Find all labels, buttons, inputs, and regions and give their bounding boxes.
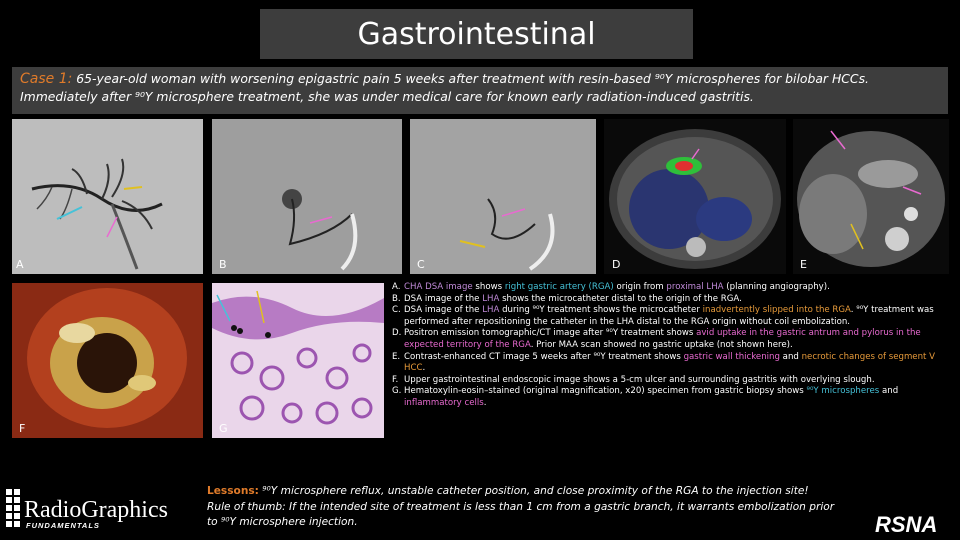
caption-highlight: proximal LHA [666, 282, 724, 292]
caption-segment: and [879, 386, 899, 397]
caption-item-g [392, 386, 942, 409]
caption-segment: . [483, 397, 487, 408]
caption-item-f [392, 375, 942, 387]
caption-highlight: ⁹⁰Y microspheres [806, 386, 880, 397]
caption-letter: C. [392, 305, 401, 316]
caption-item-c [392, 305, 942, 328]
caption-segment: Upper gastrointestinal endoscopic image shows a 5-cm ulcer and surrounding gastritis with overlying slough. [404, 374, 875, 385]
caption-segment: during ⁹⁰Y treatment shows the microcatheter [499, 305, 703, 316]
caption-text [404, 328, 942, 351]
angiogram-image-c [410, 119, 596, 274]
caption-item-d [392, 328, 942, 351]
rsna-logo [873, 511, 953, 535]
caption-segment: . [422, 363, 426, 374]
petct-image-d [604, 119, 786, 274]
panel-c-angiogram [410, 119, 596, 274]
panel-b-label: B [219, 258, 227, 271]
radiographics-wordmark: RadioGraphics [24, 497, 168, 523]
panel-d-label: D [612, 258, 621, 271]
panel-e-label: E [800, 258, 807, 271]
caption-segment: origin from [613, 282, 667, 292]
caption-highlight: LHA [482, 293, 500, 304]
radiographics-subtitle: FUNDAMENTALS [26, 521, 100, 530]
caption-segment: and [779, 351, 802, 362]
caption-highlight: necrotic changes of segment V HCC [404, 351, 936, 374]
lessons-box [207, 484, 847, 531]
caption-segment: Hematoxylin-eosin–stained (original magnification, x20) specimen from gastric biopsy shows [404, 386, 807, 397]
caption-segment: shows the microcatheter distal to the origin of the RGA. [499, 293, 742, 304]
caption-segment: DSA image of the [404, 305, 483, 316]
caption-item-a [392, 282, 942, 294]
caption-letter: A. [392, 282, 401, 292]
caption-highlight: CHA DSA image [404, 282, 473, 292]
caption-text [404, 294, 942, 306]
angiogram-image-b [212, 119, 402, 274]
caption-highlight: gastric wall thickening [683, 351, 780, 362]
caption-segment: DSA image of the [404, 293, 483, 304]
caption-letter: E. [392, 351, 401, 362]
caption-highlight: LHA [482, 305, 500, 316]
lessons-label: Lessons: [207, 485, 259, 497]
caption-item-e [392, 352, 942, 375]
caption-letter: B. [392, 293, 401, 304]
caption-text [404, 305, 942, 328]
panel-a-angiogram [12, 119, 203, 274]
caption-letter: G. [392, 386, 402, 397]
lessons-text-2: Rule of thumb: If the intended site of treatment is less than 1 cm from a gastric branch, it warrants embolization prior to ⁹⁰Y microsphere injection. [207, 500, 835, 529]
caption-text [404, 352, 942, 375]
caption-letter: F. [392, 374, 399, 385]
panel-e-ct [793, 119, 949, 274]
case-label: Case 1: [20, 71, 73, 87]
panel-c-label: C [417, 258, 425, 271]
panel-b-angiogram [212, 119, 402, 274]
caption-text [404, 282, 942, 294]
caption-segment: shows [472, 282, 505, 292]
lessons-text-1: ⁹⁰Y microsphere reflux, unstable catheter position, and close proximity of the RGA to the injection site! [258, 485, 809, 497]
angiogram-image-a [12, 119, 203, 274]
caption-highlight: inflammatory cells [404, 397, 484, 408]
caption-highlight: avid uptake in the gastric antrum and pylorus in the expected territory of the RGA [404, 328, 921, 350]
case-description [12, 67, 948, 114]
panel-g-label: G [219, 422, 228, 435]
ct-image-e [793, 119, 949, 274]
rsna-wordmark: RSNA [875, 512, 938, 535]
caption-highlight: right gastric artery (RGA) [504, 282, 614, 292]
caption-letter: D. [392, 328, 402, 339]
caption-text [404, 375, 942, 387]
caption-segment: (planning angiography). [723, 282, 830, 292]
case-line-1: 65-year-old woman with worsening epigastric pain 5 weeks after treatment with resin-based ⁹⁰Y microspheres for bilobar HCCs. [72, 71, 869, 86]
figure-captions [392, 282, 942, 410]
panel-a-label: A [16, 258, 24, 271]
caption-highlight: inadvertently slipped into the RGA [702, 305, 851, 316]
caption-text [404, 386, 942, 409]
slide-title: Gastrointestinal [260, 9, 693, 59]
panel-f-label: F [19, 422, 26, 435]
caption-segment: Positron emission tomographic/CT image after ⁹⁰Y treatment shows [404, 328, 697, 339]
endoscopy-image-f [12, 283, 203, 438]
caption-segment: . ⁹⁰Y treatment was performed after repositioning the catheter in the LHA distal to the RGA origin without coil embolization. [404, 305, 934, 327]
panel-f-endoscopy [12, 283, 203, 438]
panel-g-histology [212, 283, 384, 438]
caption-segment: . Prior MAA scan showed no gastric uptake (not shown here). [530, 339, 793, 350]
radiographics-logo [4, 487, 194, 531]
caption-item-b [392, 294, 942, 306]
case-line-2: Immediately after ⁹⁰Y microsphere treatment, she was under medical care for known early radiation-induced gastritis. [20, 89, 754, 104]
panel-d-petct [604, 119, 786, 274]
histology-image-g [212, 283, 384, 438]
caption-segment: Contrast-enhanced CT image 5 weeks after ⁹⁰Y treatment shows [404, 351, 684, 362]
